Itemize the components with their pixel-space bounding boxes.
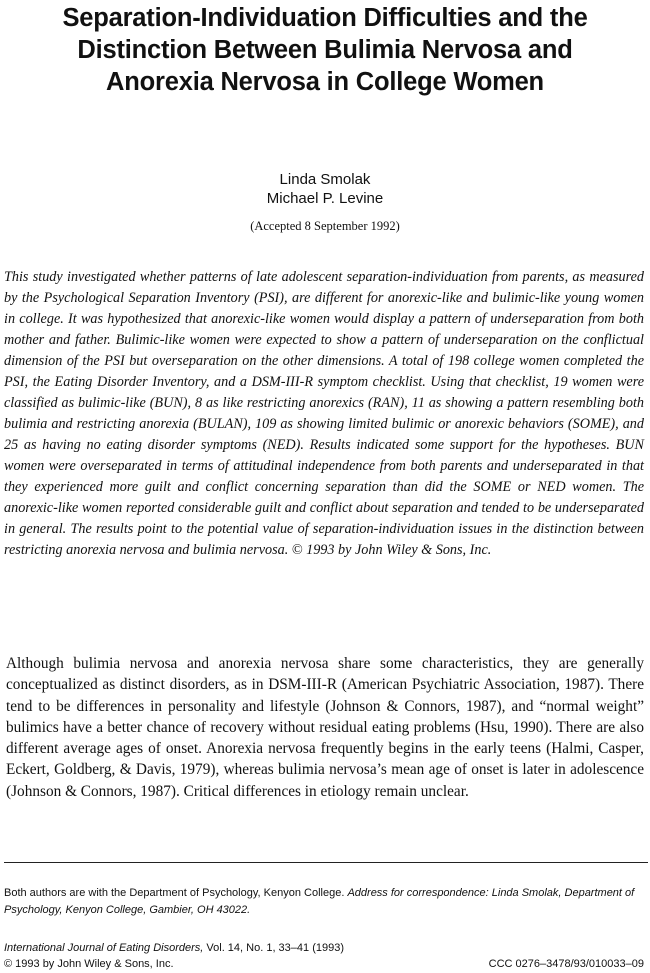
author-name: Michael P. Levine [266,190,384,207]
author-name: Linda Smolak [279,171,371,188]
journal-citation-line [4,941,644,957]
journal-ccc-code: CCC 0276–3478/93/010033–09 [488,957,644,970]
paper-title [0,2,650,98]
journal-volume: Vol. 14, No. 1, 33–41 (1993) [206,942,345,954]
title-line: Anorexia Nervosa in College Women [106,68,544,96]
journal-name: International Journal of Eating Disorders, [4,942,204,954]
body-paragraph: Although bulimia nervosa and anorexia nervosa share some characteristics, they are generally conceptualized as distinct disorders, as in DSM-III-R (American Psychiatric Association, 1987). There tend to be differences in personality and lifestyle (Johnson & Connors, 1987), and “normal weight” bulimics have a better chance of recovery without residual eating problems (Hsu, 1990). There are also different average ages of onset. Anorexia nervosa frequently begins in the early teens (Halmi, Casper, Eckert, Goldberg, & Davis, 1979), whereas bulimia nervosa’s mean age of onset is later in adolescence (Johnson & Connors, 1987). Critical differences in etiology remain unclear. [6,655,644,800]
title-line: Separation-Individuation Difficulties and the [62,4,588,32]
accepted-date: (Accepted 8 September 1992) [250,219,400,233]
footnote-correspondence: Address for correspondence: Linda Smolak, Department of Psychology, Kenyon College, Gambier, OH 43022. [4,887,635,916]
footnote [4,885,644,919]
abstract: This study investigated whether patterns of late adolescent separation-individuation from parents, as measured by the Psychological Separation Inventory (PSI), are different for anorexic-like and bulimic-like young women in college. It was hypothesized that anorexic-like women would display a pattern of underseparation from both mother and father. Bulimic-like women were expected to show a pattern of underseparation on the conflictual dimension of the PSI but overseparation on the other dimensions. A total of 198 college women completed the PSI, the Eating Disorder Inventory, and a DSM-III-R symptom checklist. Using that checklist, 19 women were classified as bulimic-like (BUN), 8 as like restricting anorexics (RAN), 11 as showing a pattern resembling both bulimia and restricting anorexia (BULAN), 109 as showing limited bulimic or anorexic behaviors (SOME), and 25 as having no eating disorder symptoms (NED). Results indicated some support for the hypotheses. BUN women were overseparated in terms of attitudinal independence from both parents and underseparated in that they experienced more guilt and conflict concerning separation than did the SOME or NED women. The anorexic-like women reported considerable guilt and conflict about separation and tended to be underseparated in general. The results point to the potential value of separation-individuation issues in the distinction between restricting anorexia nervosa and bulimia nervosa. © 1993 by John Wiley & Sons, Inc. [4,269,644,558]
author-list [0,170,650,208]
footnote-affiliation: Both authors are with the Department of Psychology, Kenyon College. [4,887,345,899]
journal-copyright-line [4,957,644,973]
journal-copyright: © 1993 by John Wiley & Sons, Inc. [4,957,174,970]
journal-info [4,941,644,972]
title-line: Distinction Between Bulimia Nervosa and [77,36,573,64]
footnote-divider [4,862,648,863]
